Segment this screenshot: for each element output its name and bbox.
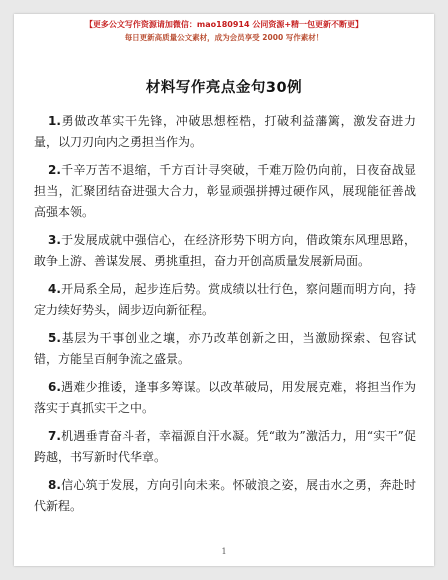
item-number: 3.: [48, 233, 61, 247]
list-item: [34, 426, 416, 468]
item-number: 6.: [48, 380, 61, 394]
item-number: 1.: [48, 114, 61, 128]
list-item: [34, 160, 416, 223]
item-text: 遇难少推诿，逢事多筹谋。以改革破局，用发展克难，将担当作为落实于真抓实干之中。: [34, 380, 416, 415]
item-number: 8.: [48, 478, 61, 492]
list-item: [34, 328, 416, 370]
page-number: 1: [221, 547, 227, 556]
list-item: [34, 279, 416, 321]
item-number: 2.: [48, 163, 61, 177]
document-page: [14, 14, 434, 566]
item-text: 基层为干事创业之壤，亦乃改革创新之田，当激励探索、包容试错，方能呈百舸争流之盛景。: [34, 331, 416, 366]
item-text: 于发展成就中强信心，在经济形势下明方向，借政策东风理思路，敢争上游、善谋发展、勇挑重担，奋力开创高质量发展新局面。: [34, 233, 416, 268]
document-title: 材料写作亮点金句30例: [145, 80, 303, 96]
item-text: 千辛万苦不退缩，千方百计寻突破，千难万险仍向前，日夜奋战显担当，汇聚团结奋进强大合力，彰显顽强拼搏过硬作风，展现能征善战高强本领。: [34, 163, 416, 219]
item-text: 机遇垂青奋斗者，幸福源自汗水凝。凭“敢为”激活力，用“实干”促跨越，书写新时代华章。: [34, 429, 416, 464]
banner-line-1: 【更多公文写作资源请加微信：mao180914 公同资源+精一包更新不断更】: [84, 20, 364, 29]
item-list: [34, 111, 416, 524]
item-text: 信心筑于发展，方向引向未来。怀破浪之姿，展击水之勇，奔赴时代新程。: [34, 478, 416, 513]
list-item: [34, 377, 416, 419]
item-number: 4.: [48, 282, 61, 296]
promo-banner: [14, 18, 434, 44]
banner-line-2: 每日更新高质量公文素材，成为会员享受 2000 写作素材！: [124, 33, 324, 42]
list-item: [34, 230, 416, 272]
item-text: 开局系全局，起步连后势。赏成绩以壮行色，察问题而明方向，持定力续好势头，阔步迈向新征程。: [34, 282, 416, 317]
item-number: 5.: [48, 331, 61, 345]
list-item: [34, 475, 416, 517]
list-item: [34, 111, 416, 153]
item-text: 勇做改革实干先锋，冲破思想桎梏，打破利益藩篱，激发奋进力量，以刀刃向内之勇担当作为。: [34, 114, 416, 149]
item-number: 7.: [48, 429, 61, 443]
